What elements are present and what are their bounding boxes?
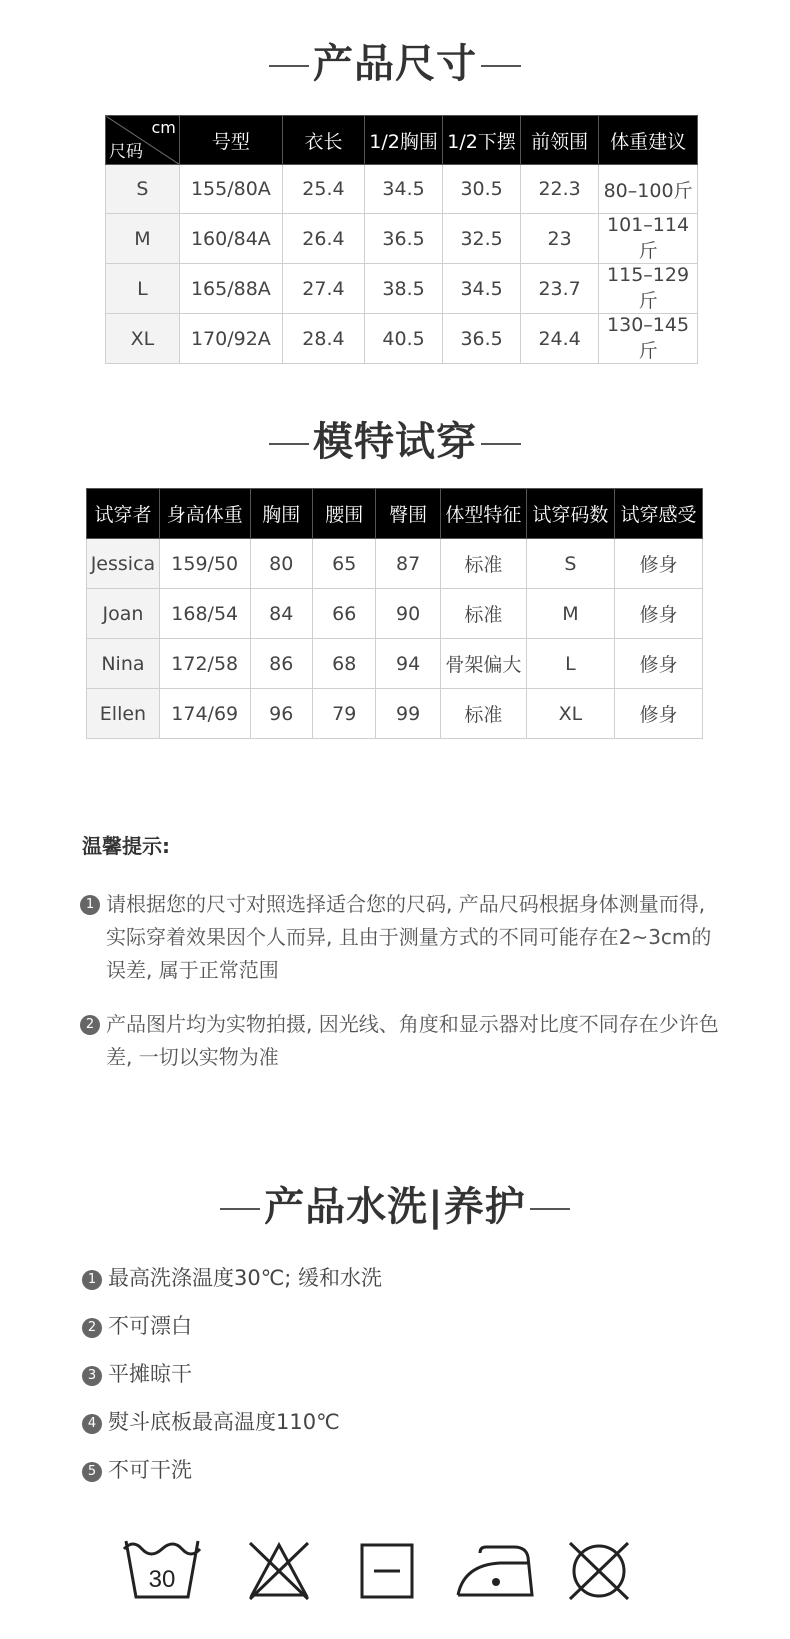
size-header: 1/2胸围 bbox=[365, 116, 443, 165]
number-badge-icon: 2 bbox=[82, 1318, 102, 1338]
size-cell: 27.4 bbox=[282, 264, 364, 314]
tip-text: 请根据您的尺寸对照选择适合您的尺码, 产品尺码根据身体测量而得, 实际穿着效果因个人而异, 且由于测量方式的不同可能存在2~3cm的误差, 属于正常范围 bbox=[106, 892, 712, 982]
fit-cell: 66 bbox=[313, 589, 376, 639]
size-header: 衣长 bbox=[282, 116, 364, 165]
fit-section-title bbox=[0, 410, 790, 467]
fit-title-text: 模特试穿 bbox=[313, 419, 477, 465]
size-cell: 26.4 bbox=[282, 214, 364, 264]
fit-header: 试穿者 bbox=[87, 489, 160, 539]
fit-cell: 168/54 bbox=[159, 589, 250, 639]
care-text: 不可漂白 bbox=[108, 1314, 192, 1338]
size-chart-table bbox=[105, 115, 698, 364]
no-dry-clean-icon bbox=[564, 1535, 634, 1605]
title-dash-right bbox=[481, 65, 521, 67]
fit-cell: 87 bbox=[376, 539, 440, 589]
size-cell: 155/80A bbox=[179, 165, 282, 214]
title-dash-right bbox=[481, 443, 521, 445]
fit-cell: 159/50 bbox=[159, 539, 250, 589]
size-cell: 115–129斤 bbox=[599, 264, 698, 314]
care-text: 不可干洗 bbox=[108, 1458, 192, 1482]
size-cell: 34.5 bbox=[365, 165, 443, 214]
size-cell: S bbox=[106, 165, 180, 214]
fit-cell: 修身 bbox=[614, 589, 702, 639]
fit-cell: 172/58 bbox=[159, 639, 250, 689]
size-cell: 36.5 bbox=[443, 314, 521, 364]
wash-temp-label: 30 bbox=[148, 1566, 176, 1593]
fit-header: 胸围 bbox=[250, 489, 312, 539]
size-header: 1/2下摆 bbox=[443, 116, 521, 165]
number-badge-icon: 5 bbox=[82, 1462, 102, 1482]
fit-cell: 94 bbox=[376, 639, 440, 689]
table-row bbox=[106, 314, 698, 364]
title-dash-left bbox=[269, 65, 309, 67]
size-cell: 23.7 bbox=[521, 264, 599, 314]
no-bleach-icon bbox=[244, 1535, 314, 1605]
size-cell: L bbox=[106, 264, 180, 314]
table-row bbox=[87, 589, 703, 639]
tip-text: 产品图片均为实物拍摄, 因光线、角度和显示器对比度不同存在少许色差, 一切以实物为准 bbox=[106, 1012, 719, 1069]
size-corner-header bbox=[106, 116, 180, 165]
size-cell: 160/84A bbox=[179, 214, 282, 264]
fit-cell: 骨架偏大 bbox=[440, 639, 526, 689]
size-cell: 40.5 bbox=[365, 314, 443, 364]
size-cell: 22.3 bbox=[521, 165, 599, 214]
care-item bbox=[82, 1406, 340, 1436]
size-cell: 32.5 bbox=[443, 214, 521, 264]
size-cell: 165/88A bbox=[179, 264, 282, 314]
size-cell: 101–114斤 bbox=[599, 214, 698, 264]
fit-cell: Jessica bbox=[87, 539, 160, 589]
fit-header: 臀围 bbox=[376, 489, 440, 539]
fit-cell: 标准 bbox=[440, 689, 526, 739]
fit-cell: 79 bbox=[313, 689, 376, 739]
care-title-text: 产品水洗|养护 bbox=[264, 1184, 526, 1230]
tip-item bbox=[80, 888, 720, 987]
care-section-title bbox=[0, 1175, 790, 1232]
fit-header: 身高体重 bbox=[159, 489, 250, 539]
fit-cell: 174/69 bbox=[159, 689, 250, 739]
dry-flat-icon bbox=[358, 1535, 418, 1605]
fit-cell: M bbox=[526, 589, 614, 639]
number-badge-icon: 2 bbox=[80, 1015, 100, 1035]
fit-cell: 99 bbox=[376, 689, 440, 739]
table-row bbox=[87, 689, 703, 739]
table-row bbox=[87, 539, 703, 589]
fit-cell: 90 bbox=[376, 589, 440, 639]
fit-cell: 80 bbox=[250, 539, 312, 589]
number-badge-icon: 3 bbox=[82, 1366, 102, 1386]
size-cell: 24.4 bbox=[521, 314, 599, 364]
number-badge-icon: 1 bbox=[80, 895, 100, 915]
fit-cell: XL bbox=[526, 689, 614, 739]
table-row bbox=[87, 639, 703, 689]
size-cell: 36.5 bbox=[365, 214, 443, 264]
care-item bbox=[82, 1310, 192, 1340]
size-cell: 34.5 bbox=[443, 264, 521, 314]
care-text: 最高洗涤温度30℃; 缓和水洗 bbox=[108, 1266, 383, 1290]
fit-cell: 修身 bbox=[614, 689, 702, 739]
care-item bbox=[82, 1454, 192, 1484]
fit-cell: 修身 bbox=[614, 639, 702, 689]
fit-header: 体型特征 bbox=[440, 489, 526, 539]
fit-cell: L bbox=[526, 639, 614, 689]
table-row bbox=[106, 264, 698, 314]
size-header: 体重建议 bbox=[599, 116, 698, 165]
size-header: 前领围 bbox=[521, 116, 599, 165]
size-cell: 28.4 bbox=[282, 314, 364, 364]
size-cell: M bbox=[106, 214, 180, 264]
size-section-title bbox=[0, 32, 790, 89]
size-cell: 38.5 bbox=[365, 264, 443, 314]
fit-cell: 标准 bbox=[440, 539, 526, 589]
size-cell: 23 bbox=[521, 214, 599, 264]
number-badge-icon: 4 bbox=[82, 1414, 102, 1434]
fit-cell: 96 bbox=[250, 689, 312, 739]
size-cell: XL bbox=[106, 314, 180, 364]
size-cell: 30.5 bbox=[443, 165, 521, 214]
size-table-header bbox=[106, 116, 698, 165]
table-row bbox=[106, 165, 698, 214]
table-row bbox=[106, 214, 698, 264]
size-cell: 170/92A bbox=[179, 314, 282, 364]
care-item bbox=[82, 1262, 382, 1292]
title-dash-left bbox=[220, 1208, 260, 1210]
size-cell: 80–100斤 bbox=[599, 165, 698, 214]
fit-cell: 修身 bbox=[614, 539, 702, 589]
fit-cell: 68 bbox=[313, 639, 376, 689]
care-text: 熨斗底板最高温度110℃ bbox=[108, 1410, 340, 1434]
fit-header: 试穿感受 bbox=[614, 489, 702, 539]
fit-cell: S bbox=[526, 539, 614, 589]
corner-size-label: 尺码 bbox=[109, 142, 143, 162]
fit-cell: 标准 bbox=[440, 589, 526, 639]
size-header: 号型 bbox=[179, 116, 282, 165]
fit-header: 试穿码数 bbox=[526, 489, 614, 539]
size-title-text: 产品尺寸 bbox=[313, 41, 477, 87]
corner-unit-label: cm bbox=[151, 118, 176, 137]
size-cell: 25.4 bbox=[282, 165, 364, 214]
tip-item bbox=[80, 1008, 720, 1074]
care-text: 平摊晾干 bbox=[108, 1362, 192, 1386]
title-dash-right bbox=[530, 1208, 570, 1210]
fit-cell: Ellen bbox=[87, 689, 160, 739]
iron-low-icon bbox=[454, 1535, 536, 1605]
fitting-table bbox=[86, 488, 703, 739]
wash-30-icon bbox=[122, 1535, 202, 1605]
fit-cell: 65 bbox=[313, 539, 376, 589]
number-badge-icon: 1 bbox=[82, 1270, 102, 1290]
size-cell: 130–145斤 bbox=[599, 314, 698, 364]
fit-table-header bbox=[87, 489, 703, 539]
fit-cell: 86 bbox=[250, 639, 312, 689]
care-item bbox=[82, 1358, 192, 1388]
fit-header: 腰围 bbox=[313, 489, 376, 539]
fit-cell: Nina bbox=[87, 639, 160, 689]
title-dash-left bbox=[269, 443, 309, 445]
fit-cell: 84 bbox=[250, 589, 312, 639]
tips-heading: 温馨提示: bbox=[82, 834, 170, 858]
fit-cell: Joan bbox=[87, 589, 160, 639]
